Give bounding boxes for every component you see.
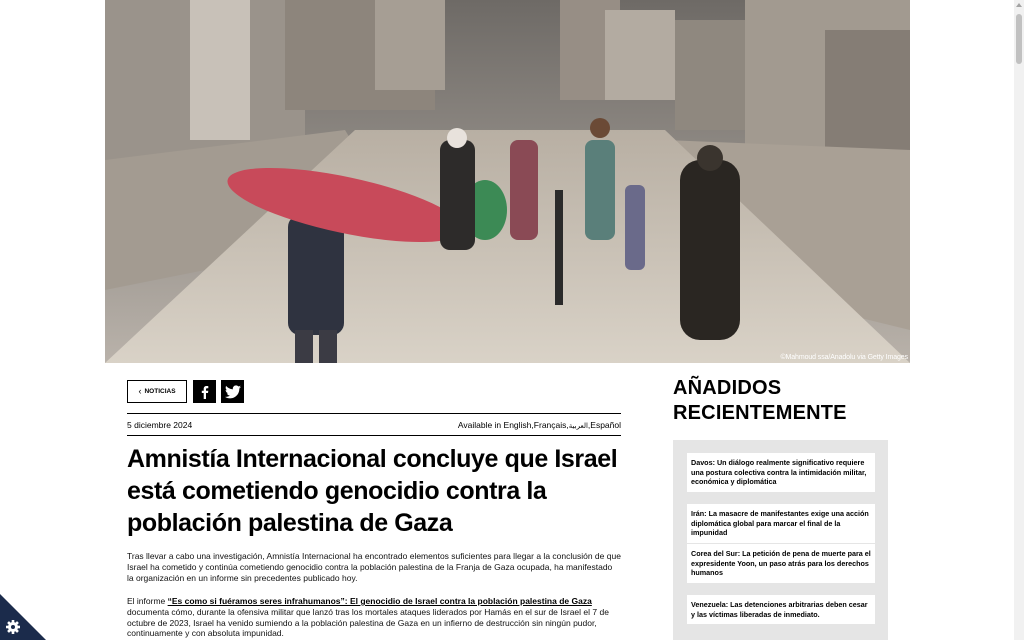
paragraph-2-prefix: El informe — [127, 596, 168, 606]
article-paragraph-2 — [127, 596, 621, 639]
language-selector: Available in English,Français,العربية,Español — [457, 420, 621, 430]
paragraph-2-suffix: documenta cómo, durante la ofensiva militar que lanzó tras los mortales ataques liderados por Hamás en el sur de Israel el 7 de octubre de 2023, Israel ha venido sumiendo a la población palestina de Gaza en un infierno de destrucción sin ningún pudor, continuamente y con absoluta impunidad. — [127, 606, 609, 639]
lang-link-spanish[interactable]: Español — [590, 420, 621, 430]
recent-heading-line2: RECIENTEMENTE — [673, 402, 847, 424]
article-title: Amnistía Internacional concluye que Israel está cometiendo genocidio contra la población palestina de Gaza — [127, 445, 618, 537]
recent-item[interactable]: Irán: La masacre de manifestantes exige una acción diplomática global para marcar el final de la impunidad — [687, 504, 875, 543]
chevron-left-icon: ‹ — [138, 386, 142, 396]
page-scrollbar[interactable] — [1014, 0, 1024, 640]
settings-corner-shape — [0, 594, 46, 640]
recent-heading-line1: AÑADIDOS — [673, 377, 782, 399]
back-button-label: NOTICIAS — [144, 388, 176, 395]
article-date: 5 diciembre 2024 — [127, 420, 193, 430]
scroll-up-arrow-icon[interactable] — [1016, 3, 1022, 7]
meta-divider-bottom — [127, 435, 621, 436]
lang-link-english[interactable]: English — [503, 420, 532, 430]
twitter-icon — [225, 385, 241, 399]
scroll-thumb[interactable] — [1016, 14, 1022, 64]
available-in-label: Available in — [457, 420, 504, 430]
recent-item[interactable]: Venezuela: Las detenciones arbitrarias deben cesar y las víctimas liberadas de inmediato. — [687, 595, 875, 624]
recent-item[interactable]: Corea del Sur: La petición de pena de muerte para el expresidente Yoon, un paso atrás para los derechos humanos — [687, 544, 875, 583]
twitter-share-button[interactable] — [221, 380, 244, 403]
facebook-icon — [198, 385, 212, 399]
recent-item[interactable]: Davos: Un diálogo realmente significativo requiere una postura colectiva contra la intimidación militar, económica y diplomática — [687, 453, 875, 492]
lang-link-arabic[interactable]: العربية — [568, 423, 588, 430]
lang-link-french[interactable]: Français — [533, 420, 567, 430]
meta-divider-top — [127, 413, 621, 414]
back-to-news-button[interactable] — [127, 380, 187, 403]
report-link[interactable]: “Es como si fuéramos seres infrahumanos”: El genocidio de Israel contra la población palestina de Gaza — [167, 596, 592, 606]
hero-image — [105, 0, 910, 363]
photo-credit: ©Mahmoud ssa/Anadolu via Getty Images — [780, 354, 908, 361]
recent-list — [673, 440, 888, 640]
gear-icon — [6, 620, 20, 634]
cookie-settings-button[interactable] — [0, 594, 46, 640]
hero-photo-illustration — [105, 0, 910, 363]
article-paragraph-1: Tras llevar a cabo una investigación, Amnistía Internacional ha encontrado elementos suficientes para llegar a la conclusión de que Israel ha cometido y continúa cometiendo genocidio contra la población palestina de la Franja de Gaza ocupada, ha manifestado la organización en un informe sin precedentes publicado hoy. — [127, 551, 621, 583]
recent-heading — [673, 376, 847, 426]
facebook-share-button[interactable] — [193, 380, 216, 403]
